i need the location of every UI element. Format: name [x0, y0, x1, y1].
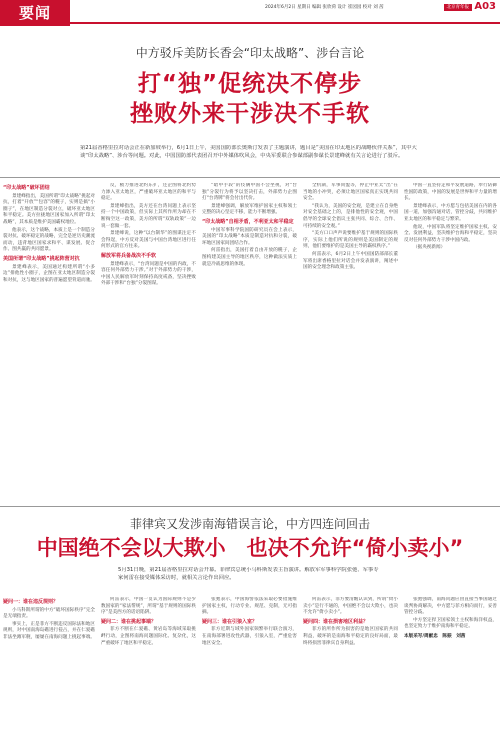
divider	[0, 177, 500, 178]
paragraph: 张弛强调，南海问题应由直接当事国通过谈判协商解决，中方愿与菲方相向而行，妥善管控分歧。	[404, 597, 497, 616]
subheading: 解放军将兵备战决不手软	[101, 252, 157, 259]
article2-column-1	[3, 597, 95, 747]
article1-column-4	[303, 183, 398, 501]
paragraph: 张弛表示，中国海警依法采取必要措施维护国家主权，行动专业、规范、克制，无可指摘。	[202, 597, 297, 616]
article1-headline-line1: 打“独”促统决不停步	[137, 71, 363, 97]
paragraph: 何雷表示，菲方要清醒认识到，所谓“倚小卖小”是行不通的，中国绝不会以大欺小，也决不允许“倚小卖小”。	[303, 597, 398, 616]
article1-lead: 第21届香格里拉对话会正在新加坡举行，6月1日上午，美国国防部长奥斯汀发表了主题演讲，题目是“美国在印太地区的战略伙伴关系”，其中大谈“印太战略”、涉台等问题。对此，中国国防部代表团召开中外媒体吹风会，中央军委联合参谋部副参谋长景建峰就有关言论进行了驳斥。	[80, 145, 417, 159]
paragraph: “暗中手段”的伎俩中国不会坐视，对“台独”分裂行为将予以坚决打击，外部势力企图打“台湾牌”将会付出代价。	[202, 183, 297, 202]
paragraph: （据央视新闻）	[413, 245, 446, 251]
paragraph: 反，极力推进北约东扩，还企图将北约势力渗入亚太地区，严重破坏亚太地区的和平与稳定。	[101, 183, 196, 202]
paragraph: 中国一直坚持走和平发展道路，奉行防御性国防政策，中国的发展是世界和平力量的增长。	[404, 183, 497, 202]
issue-meta: 2024年6月2日 星期日 编辑 张欣荷 设计 崔园园 校对 刘 茜	[265, 5, 384, 10]
paragraph: 事实上，正是菲方不断违反国际法和地区规则，对中国南海岛礁进行侵占，并在仁爱礁非法坐滩军舰，屡屡在南海问题上挑起事端。	[3, 621, 95, 640]
article1-column-1	[3, 183, 95, 501]
article2-headline: 中国绝不会以大欺小 也决不允许“倚小卖小”	[36, 536, 464, 560]
paragraph: 他说，中国军队将坚定维护国家主权、安全、发展利益，坚决维护台海和平稳定，坚决反对任何外部势力干涉中国内政。	[404, 224, 497, 243]
paragraph: 中方坚定捍卫国家领土主权和海洋权益，也坚定致力于维护南海和平稳定。	[404, 617, 497, 630]
question-heading: 疑问三：谁在引狼入室？	[202, 618, 258, 625]
paragraph: 何雷表示，中国一贯认为国际规则不是少数国家的“家法帮规”，所谓“基于规则的国际秩序”是美西方的话语陷阱。	[101, 597, 196, 616]
paragraph: 景建峰说，这种“以台制华”的图谋注定不会得逞，中方反对美国与中国台湾地区进行任何形式的官方往来。	[101, 231, 196, 250]
paragraph: 中国军事科学院国防研究员在会上表示，美国的“印太战略”本质是制造对抗和分裂，破坏地区国家间团结合作。	[202, 227, 297, 246]
paragraph: 何雷指出，美国打着自由开放的幌子，企图构建美国主导的地区秩序，这种做法实质上就是冷战思维的体现。	[202, 248, 297, 267]
paragraph: 景建峰表示，“台湾问题是中国的内政，不容任何外部势力干涉。”对于外部势力的干涉，中国人民解放军时刻保持高度戒备，坚决挫败外部干涉和“台独”分裂图谋。	[101, 261, 196, 287]
masthead	[0, 0, 500, 30]
question-heading: 疑问二：谁在挑起事端？	[101, 618, 157, 625]
article2-kicker: 菲律宾又发涉南海错误言论，中方四连问回击	[129, 517, 370, 531]
article1-column-2	[101, 183, 196, 501]
paper-label: 北京青年报	[444, 4, 473, 11]
article2-column-3	[202, 597, 297, 747]
question-heading: 疑问一：谁在违反规则？	[3, 599, 59, 605]
article1-headline-line2: 挫败外来干涉决不手软	[130, 101, 370, 127]
paragraph: 景建峰表示，中方愿与包括美国在内的各国一道，加强沟通对话，管控分歧，共同维护亚太地区的和平稳定与繁荣。	[404, 203, 497, 222]
article2-lead: 5月31日晚，第21届香格里拉对话会开幕。菲律宾总统小马科斯发表主旨演讲。解放军军事科学院张弛、军事专家何雷在接受媒体采访时，就相关言论作出回应。	[118, 567, 379, 581]
paragraph: 景建峰指出，美国所谓“印太战略”挑起对抗，打着“开放”“包容”的幌子，实则是搞“小圈子”，在地区制造分裂对立，破坏亚太地区和平稳定。美方拉拢地区国家加入所谓“印太战略”，其本质是维护美国霸权地位。	[3, 193, 95, 225]
section-title: 要闻	[0, 0, 70, 26]
article1-kicker: 中方驳斥美防长香会“印太战略”、涉台言论	[135, 46, 365, 60]
paragraph: 全机制，军事同盟等，停止中亚太“出”在当地的小冲突，必须让地区国家真正实现共同安全。	[303, 183, 398, 202]
paragraph: 菲方近期与域外国家频繁举行联合演习，在南海部署进攻性武器，引狼入室，严重危害地区安全。	[202, 627, 297, 646]
masthead-rule	[70, 22, 500, 24]
article1-column-3	[202, 183, 297, 501]
page-number: A03	[474, 1, 496, 12]
subheading: “印太战略”自相矛盾，不利亚太和平稳定	[202, 218, 294, 225]
divider	[0, 506, 500, 507]
paragraph: 何雷表示，6月2日上午中国国防部部长董军将出席香格里拉对话会并发表演讲，阐述中国的安全理念和政策主张。	[303, 251, 398, 271]
article2-column-4	[303, 597, 398, 747]
subheading: 美国所谓“印太战略”挑起阵营对抗	[3, 255, 80, 262]
byline: 本版采写/周献忠 陈振 刘茜	[404, 633, 466, 639]
paragraph: “美方口口声声说要维护基于规则的国际秩序，实际上他们所说的规则是美国制定的规则，他们要维护的是美国主导的霸权秩序。”	[303, 231, 398, 250]
paragraph: 景建峰表示，美国通过构建所谓“小多边”排他性小圈子，企图在亚太地区制造分裂和对抗，这与地区国家的普遍愿望背道而驰。	[3, 264, 95, 283]
paragraph: 菲方的所作所为损害的是地区国家的共同利益，破坏的是南海和平稳定的良好局面，最终将损害菲律宾自身利益。	[303, 627, 398, 646]
article2-column-2	[101, 597, 196, 747]
article2-column-5	[404, 597, 497, 747]
paragraph: 菲方不断在仁爱礁、黄岩岛等海域采取挑衅行动，企图将南海问题国际化、复杂化，这严重破坏了地区和平稳定。	[101, 627, 196, 646]
paragraph: 他表示，这个战略，本质上是一个制造分裂对抗、破坏稳定的战略，完全是逆历史潮流而动，违背地区国家求和平、谋发展、促合作、图共赢的共同愿景。	[3, 227, 95, 253]
paragraph: 小马科斯所谓的中方“破坏国际秩序”完全是无端指责。	[3, 607, 95, 620]
paragraph: “我认为，美国的安全观，是建立在自身绝对安全基础之上的，是排他性的安全观，中国倡导的全球安全倡议主张共同、综合、合作、可持续的安全观。”	[303, 203, 398, 229]
paragraph: 景建峰指出，美方还在台湾问题上表示坚持一个中国政策，但实际上其所作所为却在不断掏空这一政策，美方的所谓“双轨政策”一边说一套做一套。	[101, 203, 196, 229]
article1-column-5	[404, 183, 497, 501]
subheading: “印太战略”破坏团结	[3, 185, 50, 191]
paragraph: 景建峰强调，解放军维护国家主权和领土完整的决心坚定不移，能力不断增强。	[202, 203, 297, 216]
question-heading: 疑问四：谁在损害地区利益？	[303, 618, 369, 625]
